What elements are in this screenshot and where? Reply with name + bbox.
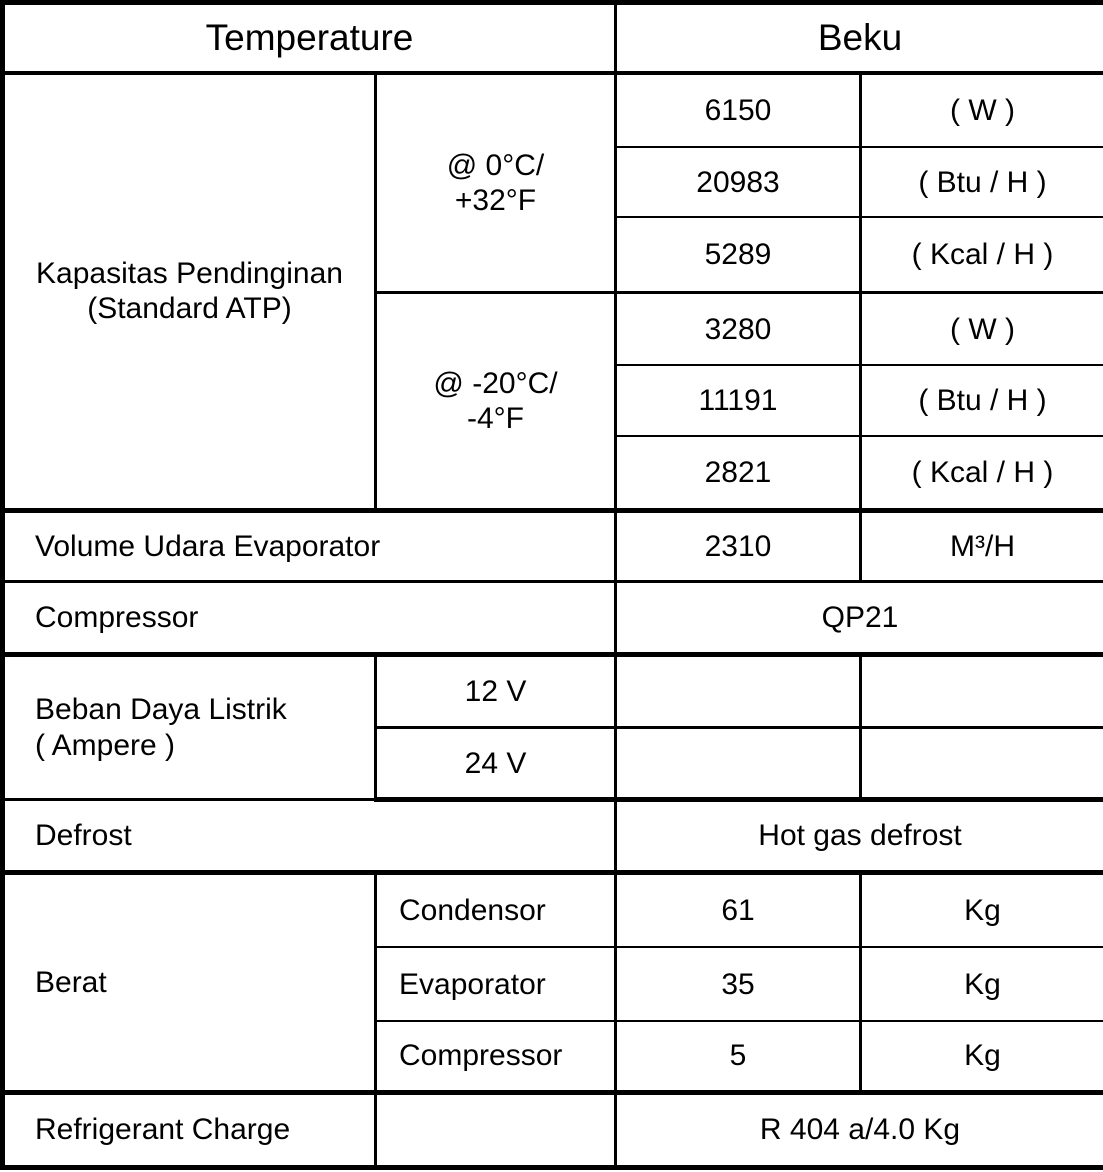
condition-temp-line1: @ -20°C/	[433, 367, 558, 401]
condition-temp-cell-minus20c	[376, 293, 616, 511]
weight-value-cell: 5	[616, 1021, 861, 1092]
weight-unit-cell: Kg	[861, 1021, 1103, 1092]
voltage-cell: 24 V	[376, 728, 616, 800]
capacity-unit-cell: ( Kcal / H )	[861, 217, 1103, 292]
defrost-value-cell: Hot gas defrost	[616, 800, 1103, 872]
capacity-unit-cell: ( W )	[861, 73, 1103, 147]
refrigerant-label-cell: Refrigerant Charge	[3, 1092, 376, 1167]
weight-label-cell: Berat	[3, 872, 376, 1092]
refrigerant-spacer-cell	[376, 1092, 616, 1167]
header-beku-cell: Beku	[616, 3, 1103, 73]
capacity-value-cell: 2821	[616, 436, 861, 510]
capacity-label-line1: Kapasitas Pendinginan	[36, 257, 343, 291]
weight-unit-cell: Kg	[861, 947, 1103, 1020]
capacity-unit-cell: ( W )	[861, 293, 1103, 365]
capacity-unit-cell: ( Btu / H )	[861, 365, 1103, 436]
header-temperature-cell: Temperature	[3, 3, 616, 73]
capacity-value-cell: 11191	[616, 365, 861, 436]
volume-label-cell: Volume Udara Evaporator	[3, 511, 616, 582]
electrical-load-label-cell	[3, 654, 376, 800]
weight-component-cell: Evaporator	[376, 947, 616, 1020]
defrost-label-cell: Defrost	[3, 800, 616, 872]
condition-temp-line1: @ 0°C/	[446, 148, 545, 182]
compressor-label-cell: Compressor	[3, 582, 616, 654]
capacity-value-cell: 3280	[616, 293, 861, 365]
ampere-unit-cell	[861, 728, 1103, 800]
electrical-load-label-line2: ( Ampere )	[35, 728, 176, 762]
weight-unit-cell: Kg	[861, 872, 1103, 947]
weight-component-cell: Compressor	[376, 1021, 616, 1092]
capacity-label-line2: (Standard ATP)	[87, 292, 292, 326]
weight-value-cell: 61	[616, 872, 861, 947]
ampere-value-cell	[616, 654, 861, 727]
electrical-load-label-line1: Beban Daya Listrik	[35, 693, 287, 727]
weight-component-cell: Condensor	[376, 872, 616, 947]
capacity-value-cell: 20983	[616, 147, 861, 217]
capacity-value-cell: 5289	[616, 217, 861, 292]
condition-temp-cell-0c	[376, 73, 616, 293]
condition-temp-line2: -4°F	[467, 402, 524, 436]
ampere-value-cell	[616, 728, 861, 800]
ampere-unit-cell	[861, 654, 1103, 727]
volume-unit-cell: M³/H	[861, 511, 1103, 582]
capacity-value-cell: 6150	[616, 73, 861, 147]
capacity-unit-cell: ( Btu / H )	[861, 147, 1103, 217]
volume-value-cell: 2310	[616, 511, 861, 582]
weight-value-cell: 35	[616, 947, 861, 1020]
capacity-label-cell	[3, 73, 376, 511]
voltage-cell: 12 V	[376, 654, 616, 727]
compressor-value-cell: QP21	[616, 582, 1103, 654]
refrigerant-value-cell: R 404 a/4.0 Kg	[616, 1092, 1103, 1167]
capacity-unit-cell: ( Kcal / H )	[861, 436, 1103, 510]
condition-temp-line2: +32°F	[454, 184, 537, 217]
